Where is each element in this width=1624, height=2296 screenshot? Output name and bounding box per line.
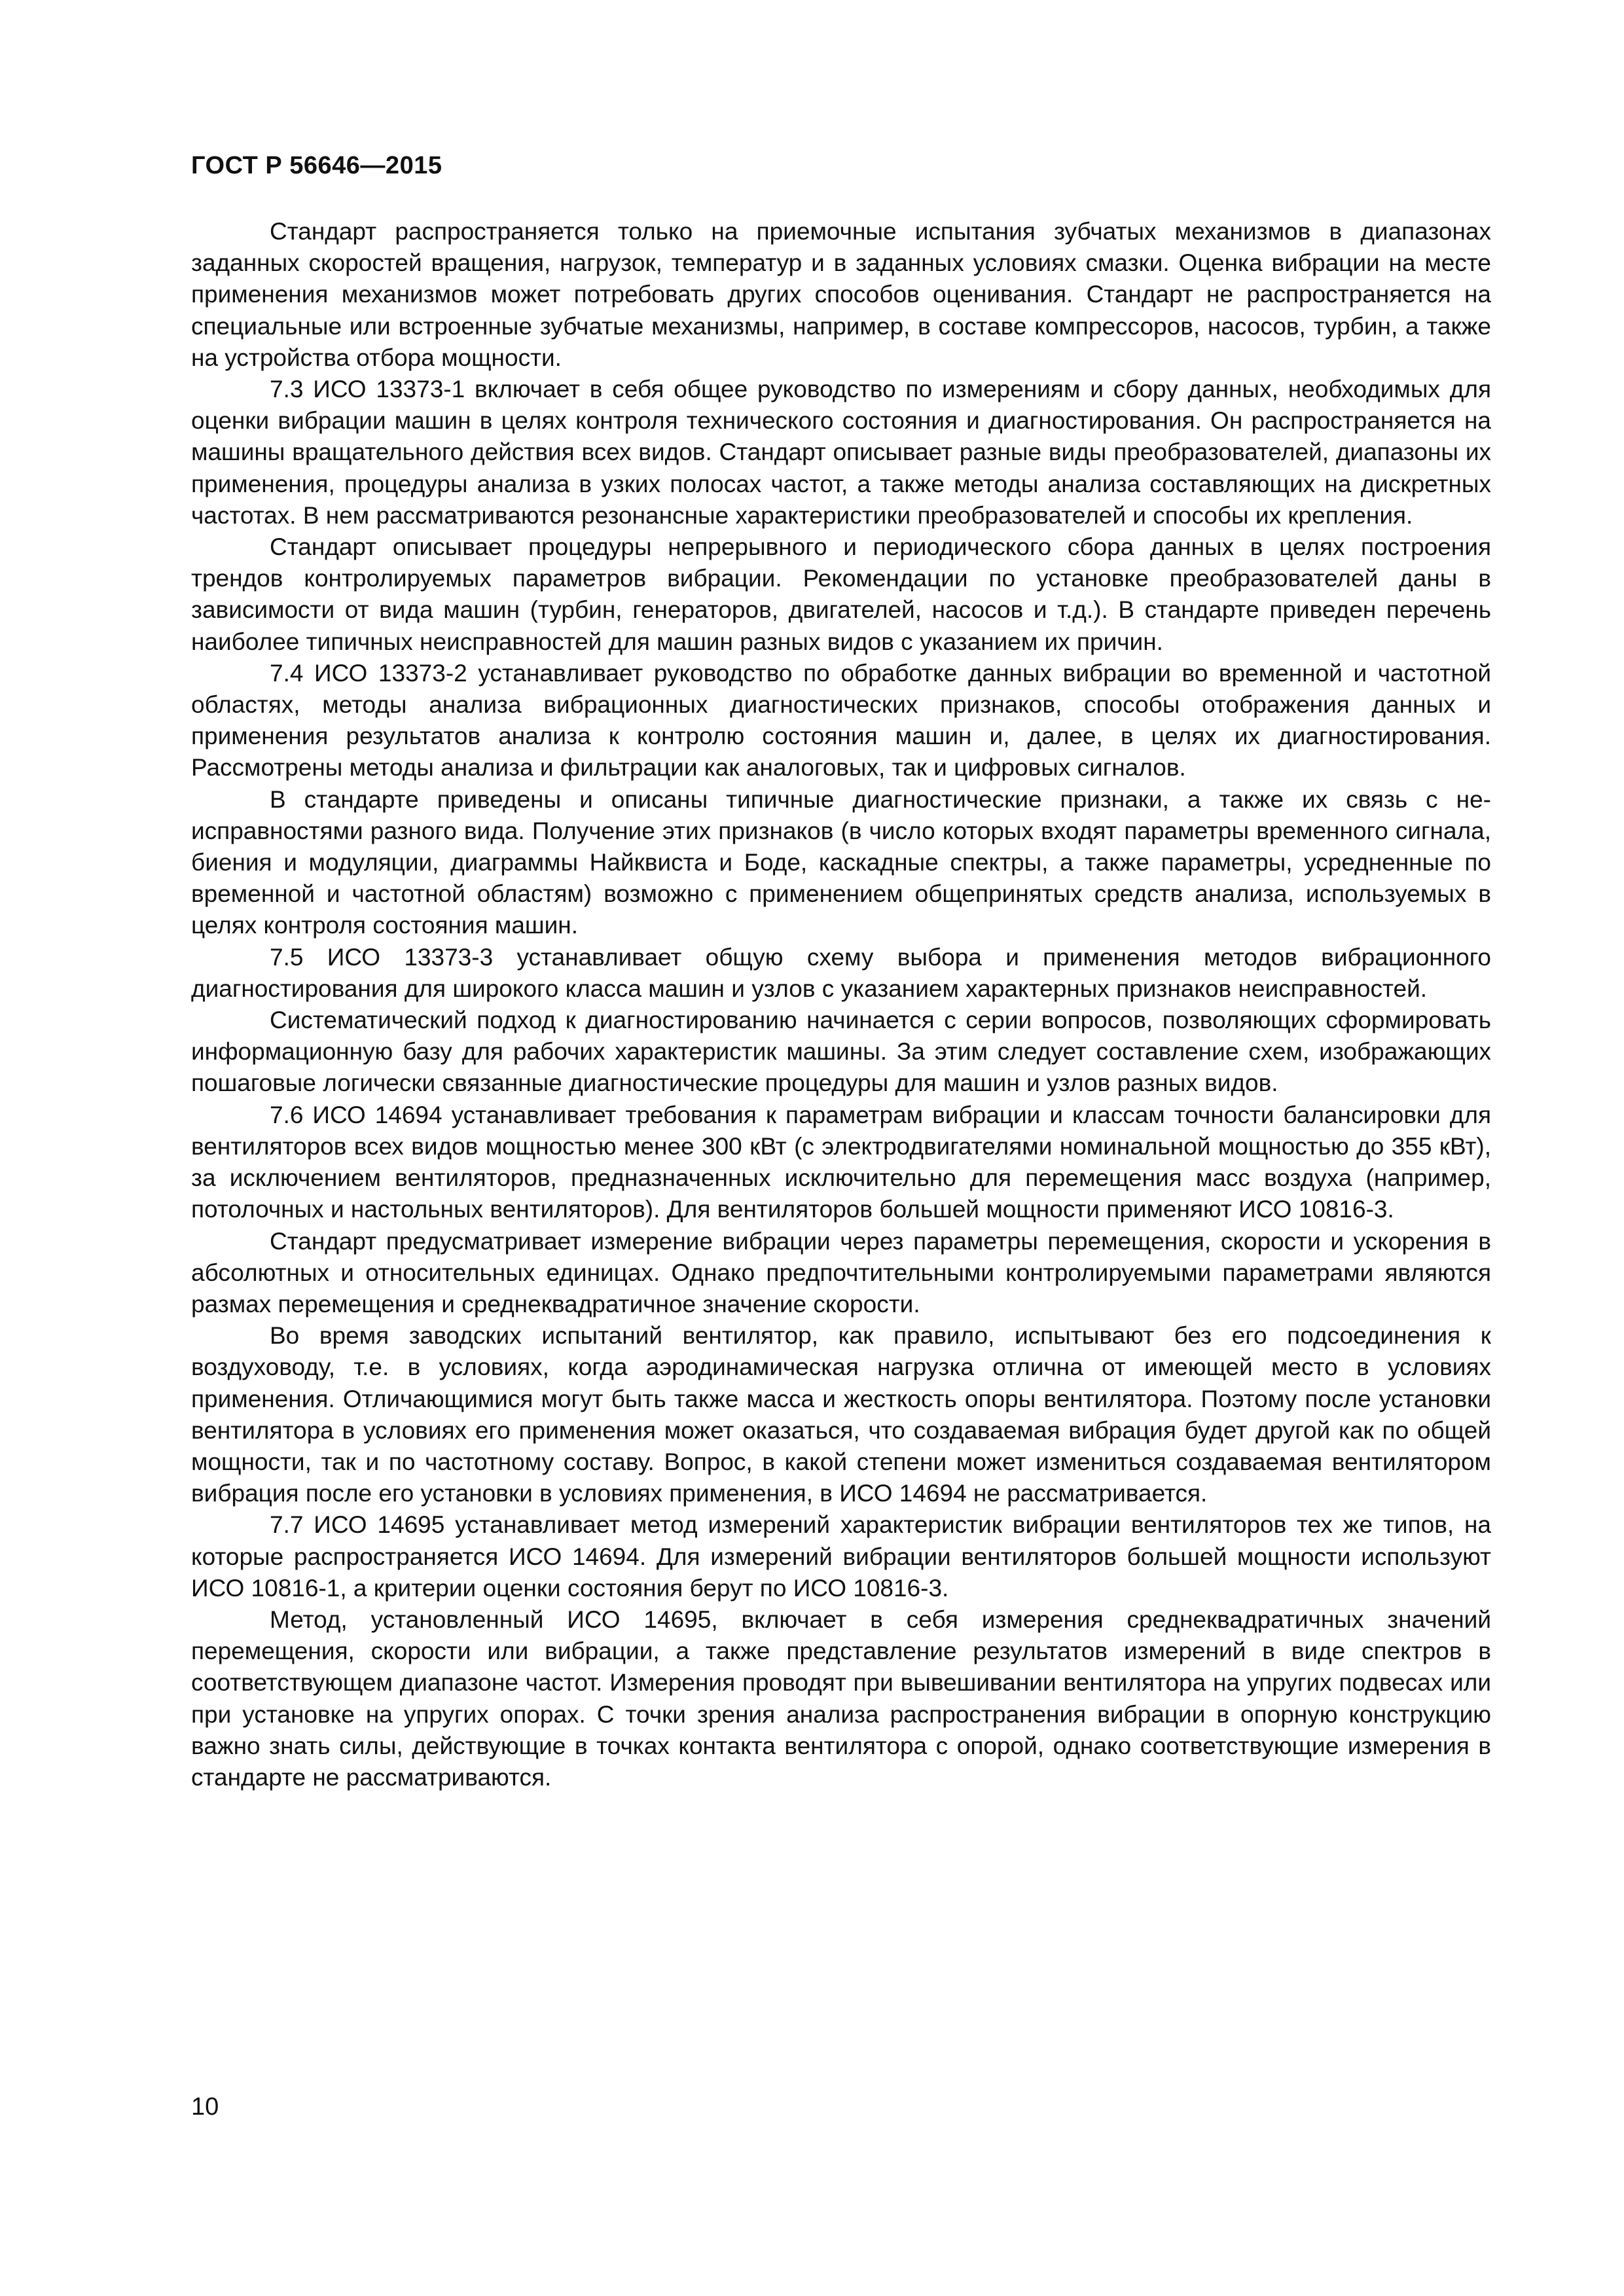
- paragraph: Стандарт распространяется только на приемочные испытания зубчатых механизмов в диапазонах заданных скоростей вращения, нагрузок, температур и в заданных условиях смазки. Оценка вибрации на месте применения механизмов может потребовать других способов оценивания. Стандарт не распространяется на специальные или встроенные зубчатые механизмы, например, в составе компрессоров, насосов, турбин, а также на устройства отбора мощности.: [191, 218, 1491, 371]
- paragraph: 7.3 ИСО 13373-1 включает в себя общее руководство по измерениям и сбору данных, необходимых для оценки вибрации машин в целях контроля технического состояния и диагностирования. Он распространяется на машины вращательного действия всех видов. Стандарт описывает разные виды преобразователей, диапазоны их применения, процедуры анализа в узких полосах частот, а также методы анализа составляющих на дискретных частотах. В нем рассматриваются резонансные характеристики преобразователей и способы их крепления.: [191, 376, 1491, 529]
- paragraph: Стандарт описывает процедуры непрерывного и периодического сбора данных в целях построения трендов контролируемых параметров вибрации. Рекомендации по установке преобразователей даны в зависимости от вида машин (турбин, генераторов, двигателей, насосов и т.д.). В стандарте приведен перечень наиболее типичных неисправностей для машин разных видов с указанием их причин.: [191, 533, 1491, 655]
- paragraph: Систематический подход к диагностированию начинается с серии вопросов, позволяющих сформировать информационную базу для рабочих характеристик машины. За этим следует составление схем, изображающих пошаговые логически связанные диагностические процедуры для машин и узлов разных видов.: [191, 1007, 1491, 1097]
- paragraph: В стандарте приведены и описаны типичные диагностические признаки, а также их связь с неисправностями разного вида. Получение этих признаков (в число которых входят параметры временного сигнала, биения и модуляции, диаграммы Найквиста и Боде, каскадные спектры, а также параметры, усредненные по временной и частотной областям) возможно с применением общепринятых средств анализа, используемых в целях контроля состояния машин.: [191, 785, 1491, 939]
- paragraph: Метод, установленный ИСО 14695, включает в себя измерения среднеквадратичных значений перемещения, скорости или вибрации, а также представление результатов измерений в виде спектров в соответствующем диапазоне частот. Измерения проводят при вывешивании вентилятора на упругих подвесах или при установке на упругих опорах. С точки зрения анализа распространения вибрации в опорную конструкцию важно знать силы, действующие в точках контакта вентилятора с опорой, однако соответствующие измерения в стандарте не рассматриваются.: [191, 1605, 1491, 1791]
- page-number: 10: [191, 2093, 219, 2121]
- document-body: [191, 216, 1491, 1793]
- paragraph: Стандарт предусматривает измерение вибрации через параметры перемещения, скорости и ускорения в абсолютных и относительных единицах. Однако предпочтительными контролируемыми параметрами являются размах перемещения и среднеквадратичное значение скорости.: [191, 1227, 1491, 1318]
- paragraph: 7.4 ИСО 13373-2 устанавливает руководство по обработке данных вибрации во временной и частотной областях, методы анализа вибрационных диагностических признаков, способы отображения данных и применения результатов анализа к контролю состояния машин и, далее, в целях их диагностирования. Рассмотрены методы анализа и фильтрации как аналоговых, так и цифровых сигналов.: [191, 659, 1491, 781]
- paragraph: 7.6 ИСО 14694 устанавливает требования к параметрам вибрации и классам точности балансировки для вентиляторов всех видов мощностью менее 300 кВт (с электродвигателями номинальной мощностью до 355 кВт), за исключением вентиляторов, предназначенных исключительно для перемещения масс воздуха (например, потолочных и настольных вентиляторов). Для вентиляторов большей мощности применяют ИСО 10816-3.: [191, 1101, 1491, 1223]
- document-code-header: ГОСТ Р 56646—2015: [191, 152, 442, 179]
- paragraph: 7.7 ИСО 14695 устанавливает метод измерений характеристик вибрации вентиляторов тех же типов, на которые распространяется ИСО 14694. Для измерений вибрации вентиляторов большей мощности используют ИСО 10816-1, а критерии оценки состояния берут по ИСО 10816-3.: [191, 1511, 1491, 1602]
- paragraph: Во время заводских испытаний вентилятор, как правило, испытывают без его подсоединения к воздуховоду, т.е. в условиях, когда аэродинамическая нагрузка отлична от имеющей место в условиях применения. Отличающимися могут быть также масса и жесткость опоры вентилятора. Поэтому после установки вентилятора в условиях его применения может оказаться, что создаваемая вибрация будет другой как по общей мощности, так и по частотному составу. Вопрос, в какой степени может измениться создаваемая вентилятором вибрация после его установки в условиях применения, в ИСО 14694 не рассматривается.: [191, 1322, 1491, 1507]
- paragraph: 7.5 ИСО 13373-3 устанавливает общую схему выбора и применения методов вибрационного диагностирования для широкого класса машин и узлов с указанием характерных признаков неиспрaвностей.: [191, 943, 1491, 1002]
